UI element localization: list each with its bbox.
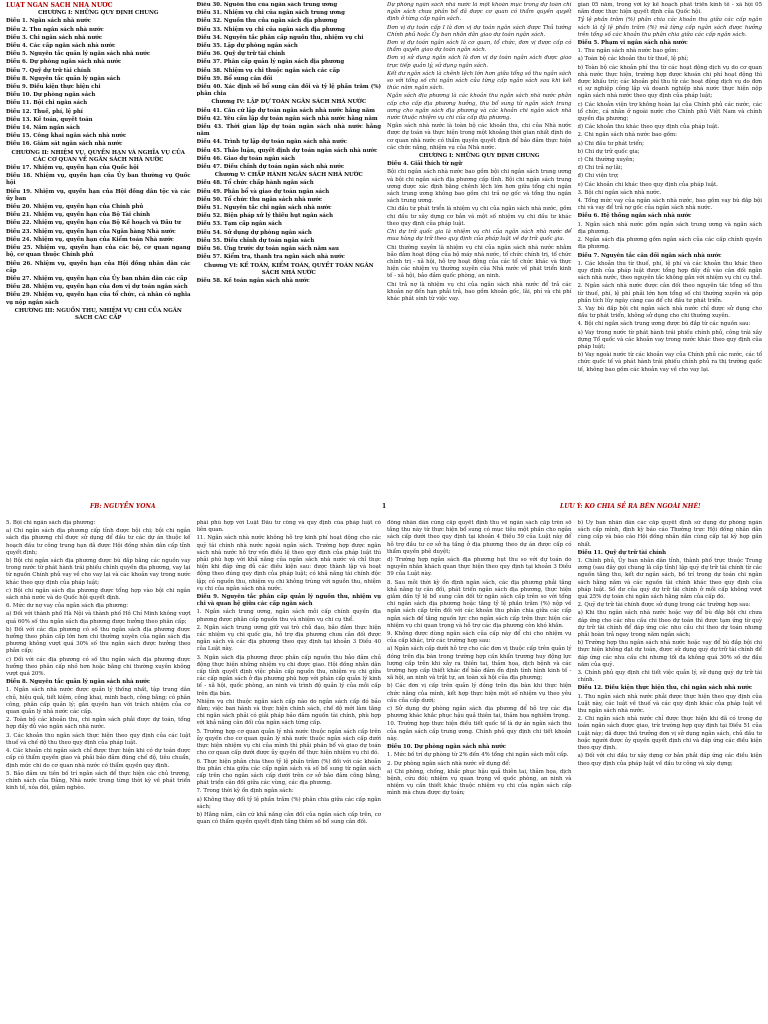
paragraph: Điều 2. Thu ngân sách nhà nước	[6, 26, 104, 33]
paragraph: Điều 35. Lập dự phòng ngân sách	[196, 43, 298, 50]
paragraph: c) Bội chi ngân sách địa phương được tổng hợp vào bội chi ngân sách nhà nước và do Quốc hội quyết định.	[6, 587, 191, 602]
paragraph: 5. Trường hợp cơ quan quản lý nhà nước thuộc ngân sách cấp trên ủy quyền cho cơ quan quản lý nhà nước thuộc ngân sách cấp dưới thực hiện nhiệm vụ chi của mình thì phải phân bổ và giao dự toán cho cơ quan cấp dưới được ủy quyền để thực hiện nhiệm vụ chi đó.	[196, 728, 381, 757]
paragraph: 4. Bội chi ngân sách trung ương được bù đắp từ các nguồn sau:	[577, 321, 751, 328]
footer-page-number: 1	[382, 503, 387, 510]
paragraph: 1. Mức bố trí dự phòng từ 2% đến 4% tổng chi ngân sách mỗi cấp.	[387, 752, 569, 759]
paragraph: Điều 5. Phạm vi ngân sách nhà nước	[577, 40, 688, 47]
paragraph: b) Vay ngoài nước từ các khoản vay của Chính phủ các nước, các tổ chức quốc tế và phát hành trái phiếu chính phủ ra thị trường quốc tế, không bao gồm các khoản vay về cho vay lại.	[577, 352, 762, 373]
paragraph: Điều 25. Nhiệm vụ, quyền hạn của các bộ, cơ quan ngang bộ, cơ quan thuộc Chính phủ	[6, 245, 191, 259]
paragraph: phải phù hợp với Luật Đầu tư công và quy định của pháp luật có liên quan.	[196, 520, 381, 534]
paragraph: Chương V: CHẤP HÀNH NGÂN SÁCH NHÀ NƯỚC	[214, 172, 363, 179]
paragraph: Điều 16. Giám sát ngân sách nhà nước	[6, 141, 123, 148]
paragraph: Đơn vị dự toán cấp I là đơn vị dự toán ngân sách được Thủ tướng Chính phủ hoặc Ủy ban nhân dân giao dự toán ngân sách.	[387, 24, 572, 38]
paragraph: Điều 14. Năm ngân sách	[6, 125, 80, 132]
paragraph: Ngân sách nhà nước là toàn bộ các khoản thu, chi của Nhà nước được dự toán và thực hiện trong một khoảng thời gian nhất định do cơ quan nhà nước có thẩm quyền quyết định để bảo đảm thực hiện các chức năng, nhiệm vụ của Nhà nước.	[387, 123, 572, 151]
paragraph: a) Vay trong nước từ phát hành trái phiếu chính phủ, công trái xây dựng Tổ quốc và các khoản vay trong nước khác theo quy định của pháp luật;	[577, 329, 762, 350]
paragraph: b) Các đơn vị cấp trên quản lý đóng trên địa bàn khi thực hiện chức năng của mình, kết hợp thực hiện một số nhiệm vụ theo yêu cầu của cấp dưới;	[387, 683, 572, 704]
paragraph: Điều 1. Ngân sách nhà nước	[6, 18, 92, 25]
paragraph: Điều 26. Nhiệm vụ, quyền hạn của Hội đồng nhân dân các cấp	[6, 260, 191, 274]
paragraph: Kết dư ngân sách là chênh lệch lớn hơn giữa tổng số thu ngân sách so với tổng số chi ngân sách của từng cấp ngân sách sau khi kết thúc năm ngân sách.	[387, 70, 572, 92]
paragraph: Điều 33. Nhiệm vụ chi của ngân sách địa phương	[196, 26, 345, 33]
paragraph: 3. Vay bù đắp bội chi ngân sách nhà nước chỉ được sử dụng cho đầu tư phát triển, không sử dụng cho chi thường xuyên.	[577, 305, 762, 320]
paragraph: Điều 17. Nhiệm vụ, quyền hạn của Quốc hội	[6, 165, 139, 172]
paragraph: Điều 43. Thời gian lập dự toán ngân sách nhà nước hằng năm	[196, 124, 381, 138]
paragraph: Điều 12. Thuế, phí, lệ phí	[6, 108, 83, 115]
paragraph: e) Các khoản chi khác theo quy định của pháp luật.	[577, 181, 718, 188]
paragraph: a) Đối với chi đầu tư xây dựng cơ bản phải đáp ứng các điều kiện theo quy định của pháp luật về đầu tư công và xây dựng;	[577, 753, 762, 767]
paragraph: b) Chi dự trữ quốc gia;	[577, 148, 640, 155]
paragraph: CHƯƠNG I: NHỮNG QUY ĐỊNH CHUNG	[418, 153, 540, 160]
paragraph: LUẬT NGÂN SÁCH NHÀ NƯỚC	[6, 2, 113, 9]
paragraph: c) Sử dụng dự phòng ngân sách địa phương để hỗ trợ các địa phương khác khắc phục hậu quả thiên tai, thảm họa nghiêm trọng.	[387, 706, 572, 720]
paragraph: Điều 8. Nguyên tắc quản lý ngân sách nhà nước	[6, 679, 151, 686]
paragraph: Chi thường xuyên là nhiệm vụ chi của ngân sách nhà nước nhằm bảo đảm hoạt động của bộ máy nhà nước, tổ chức chính trị, tổ chức chính trị - xã hội, hỗ trợ hoạt động của các tổ chức khác và thực hiện các nhiệm vụ thường xuyên của Nhà nước về phát triển kinh tế - xã hội, bảo đảm quốc phòng, an ninh.	[387, 244, 572, 280]
paragraph: Điều 58. Kế toán ngân sách nhà nước	[196, 277, 310, 284]
paragraph: b) Toàn bộ các khoản phí thu từ các hoạt động dịch vụ do cơ quan nhà nước thực hiện, trường hợp được khoán chi phí hoạt động thì được khấu trừ; các khoản phí thu từ các hoạt động dịch vụ do đơn vị sự nghiệp công lập và doanh nghiệp nhà nước thực hiện nộp ngân sách nhà nước theo quy định của pháp luật;	[577, 64, 762, 100]
paragraph: Điều 4. Các cấp ngân sách nhà nước	[6, 43, 116, 50]
paragraph: 2. Dự phòng ngân sách nhà nước sử dụng để:	[387, 760, 511, 767]
paragraph: 3. Các khoản thu ngân sách thực hiện theo quy định của các luật thuế và chế độ thu theo quy định của pháp luật.	[6, 732, 191, 746]
paragraph: a) Khi thu ngân sách nhà nước hoặc vay để bù đắp bội chi chưa đáp ứng cho các nhu cầu chi theo dự toán thì được tạm ứng từ quỹ dự trữ tài chính để đáp ứng các nhu cầu chi theo dự toán nhưng phải hoàn trả ngay trong năm ngân sách;	[577, 610, 762, 639]
paragraph: 10. Trường hợp thực hiện điều tiết quốc tế là dự án ngân sách thu của ngân sách cấp trung ương. Chính phủ quy định chi tiết khoản này.	[387, 721, 572, 742]
paragraph: 2. Ngân sách nhà nước được cân đối theo nguyên tắc tổng số thu từ thuế, phí, lệ phí phải lớn hơn tổng số chi thường xuyên và góp phần tích lũy ngày càng cao để chi đầu tư phát triển.	[577, 283, 762, 304]
paragraph: Điều 28. Nhiệm vụ, quyền hạn của đơn vị dự toán ngân sách	[6, 284, 188, 291]
paragraph: Điều 22. Nhiệm vụ, quyền hạn của Bộ Kế hoạch và Đầu tư	[6, 220, 181, 227]
paragraph: Ngân sách địa phương là các khoản thu ngân sách nhà nước phân cấp cho cấp địa phương hưởng, thu bổ sung từ ngân sách trung ương cho ngân sách địa phương và các khoản chi ngân sách nhà nước thuộc nhiệm vụ chi của cấp địa phương.	[387, 93, 572, 122]
paragraph: 2. Chi ngân sách nhà nước chỉ được thực hiện khi đã có trong dự toán ngân sách được giao, trừ trường hợp quy định tại Điều 51 của Luật này; đã được thủ trưởng đơn vị sử dụng ngân sách, chủ đầu tư hoặc người được ủy quyền quyết định chi và đáp ứng các điều kiện theo quy định.	[577, 716, 762, 752]
paragraph: b) Bội chi ngân sách địa phương được bù đắp bằng các nguồn vay trong nước từ phát hành trái phiếu chính quyền địa phương, vay lại từ nguồn Chính phủ vay về cho vay lại và các khoản vay trong nước khác theo quy định của pháp luật;	[6, 558, 191, 586]
paragraph: 4. Các khoản chi ngân sách chỉ được thực hiện khi có dự toán được cấp có thẩm quyền giao và phải bảo đảm đúng chế độ, tiêu chuẩn, định mức chi do cơ quan nhà nước có thẩm quyền quy định.	[6, 748, 191, 769]
paragraph: Điều 7. Nguyên tắc cân đối ngân sách nhà nước	[577, 252, 722, 259]
paragraph: Điều 10. Dự phòng ngân sách	[6, 92, 96, 99]
paragraph: c) Chi thường xuyên;	[577, 157, 635, 164]
paragraph: Điều 4. Giải thích từ ngữ	[387, 161, 462, 168]
paragraph: b) Đối với các địa phương có số thu ngân sách địa phương được hưởng theo phân cấp lớn hơn chi thường xuyên của ngân sách địa phương không vượt quá 30% số thu ngân sách được hưởng theo phân cấp;	[6, 626, 191, 655]
paragraph: Chương VI: KẾ TOÁN, KIỂM TOÁN, QUYẾT TOÁN NGÂN SÁCH NHÀ NƯỚC	[203, 262, 374, 276]
paragraph: Điều 7. Quỹ dự trữ tài chính	[6, 67, 91, 74]
paragraph: Điều 57. Kiểm tra, thanh tra ngân sách nhà nước	[196, 254, 345, 261]
paragraph: CHƯƠNG I: NHỮNG QUY ĐỊNH CHUNG	[37, 10, 159, 17]
paragraph: Điều 32. Nguồn thu của ngân sách địa phương	[196, 18, 338, 25]
paragraph: c) Các khoản viện trợ không hoàn lại của Chính phủ các nước, các tổ chức, cá nhân ở ngoài nước cho Chính phủ Việt Nam và chính quyền địa phương;	[577, 101, 762, 123]
paragraph: Điều 45. Thảo luận, quyết định dự toán ngân sách nhà nước	[196, 147, 378, 154]
paragraph: 2. Quỹ dự trữ tài chính được sử dụng trong các trường hợp sau:	[577, 602, 751, 609]
paragraph: Điều 15. Công khai ngân sách nhà nước	[6, 133, 127, 140]
paragraph: Đơn vị dự toán ngân sách là cơ quan, tổ chức, đơn vị được cấp có thẩm quyền giao dự toán ngân sách.	[387, 40, 572, 54]
bottom-half	[6, 520, 762, 1020]
paragraph: Điều 36. Quỹ dự trữ tài chính	[196, 51, 286, 58]
paragraph: 1. Ngân sách trung ương, ngân sách mỗi cấp chính quyền địa phương được phân cấp nguồn thu và nhiệm vụ chi cụ thể.	[196, 609, 381, 623]
paragraph: b) Hằng năm, căn cứ khả năng cân đối của ngân sách cấp trên, cơ quan có thẩm quyền quyết định tăng thêm số bổ sung cân đối.	[196, 811, 381, 826]
paragraph: Đơn vị sử dụng ngân sách là đơn vị dự toán ngân sách được giao trực tiếp quản lý, sử dụng ngân sách.	[387, 55, 572, 69]
paragraph: Điều 47. Điều chỉnh dự toán ngân sách nhà nước	[196, 164, 345, 171]
paragraph: a) Ngân sách cấp dưới hỗ trợ cho các đơn vị thuộc cấp trên quản lý đóng trên địa bàn trong trường hợp cần khẩn trương huy động lực lượng cấp trên khi xảy ra thiên tai, thảm họa, dịch bệnh và các trường hợp cấp thiết khác để bảo đảm ổn định tình hình kinh tế - xã hội, an ninh và trật tự, an toàn xã hội của địa phương;	[387, 646, 572, 682]
paragraph: gian 05 năm, trong với kỳ kế hoạch phát triển kinh tế - xã hội 05 năm được thực hiện quyết định của Quốc hội.	[577, 2, 762, 16]
paragraph: Điều 29. Nhiệm vụ, quyền hạn của tổ chức, cá nhân có nghĩa vụ nộp ngân sách	[6, 292, 191, 306]
paragraph: 8. Sau mỗi thời kỳ ổn định ngân sách, các địa phương phải tăng khả năng tự cân đối, phát triển ngân sách địa phương, thực hiện giảm dần tỷ lệ bổ sung cân đối từ ngân sách cấp trên so với tổng chi ngân sách địa phương hoặc tăng tỷ lệ phần trăm (%) nộp về ngân sách cấp trên đối với các khoản thu phân chia giữa các cấp ngân sách để tăng nguồn lực cho ngân sách cấp trên thực hiện các nhiệm vụ chi quan trọng và hỗ trợ các địa phương còn khó khăn.	[387, 579, 572, 629]
paragraph: Điều 31. Nhiệm vụ chi của ngân sách trung ương	[196, 10, 345, 17]
top-column-4	[578, 2, 763, 502]
bottom-column-2	[197, 520, 382, 1020]
paragraph: Điều 9. Điều kiện thực hiện chi	[6, 84, 101, 91]
paragraph: a) Chi ngân sách địa phương cấp tỉnh được bội chi; bội chi ngân sách địa phương chỉ được sử dụng để đầu tư các dự án thuộc kế hoạch đầu tư công trung hạn đã được Hội đồng nhân dân cấp tỉnh quyết định;	[6, 528, 191, 556]
paragraph: Điều 42. Yêu cầu lập dự toán ngân sách nhà nước hằng năm	[196, 115, 378, 122]
paragraph: 2. Toàn bộ các khoản thu, chi ngân sách phải được dự toán, tổng hợp đầy đủ vào ngân sách nhà nước.	[6, 717, 191, 731]
paragraph: a) Chi phòng, chống, khắc phục hậu quả thiên tai, thảm họa, dịch bệnh, cứu đói; nhiệm vụ quan trọng về quốc phòng, an ninh và nhiệm vụ cần thiết khác thuộc nhiệm vụ chi của ngân sách cấp mình mà chưa được dự toán;	[387, 768, 572, 797]
paragraph: Điều 55. Điều chỉnh dự toán ngân sách	[196, 237, 315, 244]
paragraph: Điều 10. Dự phòng ngân sách nhà nước	[387, 744, 507, 751]
paragraph: Điều 44. Trình tự lập dự toán ngân sách nhà nước	[196, 139, 347, 146]
footer-note: LƯU Ý: KO CHIA SẺ RA BÊN NGOÀI NHÉ!	[560, 503, 701, 510]
paragraph: 4. Tổng mức vay của ngân sách nhà nước, bao gồm vay bù đắp bội chi và vay để trả nợ gốc của ngân sách nhà nước.	[577, 198, 762, 212]
paragraph: Điều 50. Tổ chức thu ngân sách nhà nước	[196, 196, 323, 203]
paragraph: Điều 11. Quỹ dự trữ tài chính	[577, 549, 667, 556]
paragraph: Điều 30. Nguồn thu của ngân sách trung ương	[196, 2, 338, 8]
paragraph: đồng nhân dân cùng cấp quyết định thu về ngân sách cấp trên số tăng thu này từ thực hiện bổ sung có mục tiêu một phần cho ngân sách cấp dưới theo quy định tại khoản 4 Điều 59 của Luật này để hỗ trợ đầu tư cơ sở hạ tầng ở địa phương theo dự án được cấp có thẩm quyền phê duyệt;	[387, 520, 572, 555]
top-column-3	[387, 2, 572, 502]
paragraph: a) Toàn bộ các khoản thu từ thuế, lệ phí;	[577, 56, 689, 63]
paragraph: Chi đầu tư phát triển là nhiệm vụ chi của ngân sách nhà nước, gồm chi đầu tư xây dựng cơ bản và một số nhiệm vụ chi đầu tư khác theo quy định của pháp luật.	[387, 206, 572, 227]
paragraph: CHƯƠNG II: NHIỆM VỤ, QUYỀN HẠN VÀ NGHĨA VỤ CỦA CÁC CƠ QUAN VỀ NGÂN SÁCH NHÀ NƯỚC	[11, 149, 185, 163]
paragraph: Điều 41. Căn cứ lập dự toán ngân sách nhà nước hằng năm	[196, 107, 376, 114]
paragraph: đ) Chi viện trợ;	[577, 173, 619, 180]
top-half	[6, 2, 762, 502]
paragraph: 5. Bội chi ngân sách địa phương:	[6, 520, 96, 526]
paragraph: Chi trả nợ là nhiệm vụ chi của ngân sách nhà nước để trả các khoản nợ đến hạn phải trả, bao gồm khoản gốc, lãi, phí và chi phí khác phát sinh từ việc vay.	[387, 281, 572, 302]
paragraph: c) Đối với các địa phương có số thu ngân sách địa phương được hưởng theo phân cấp nhỏ hơn hoặc bằng chi thường xuyên không vượt quá 20%.	[6, 656, 191, 678]
bottom-column-3	[387, 520, 572, 1020]
bottom-column-1	[6, 520, 191, 1020]
paragraph: Điều 9. Nguyên tắc phân cấp quản lý nguồn thu, nhiệm vụ chi và quan hệ giữa các cấp ngân sách	[196, 594, 381, 608]
paragraph: d) Chi trả nợ lãi;	[577, 165, 623, 172]
paragraph: Điều 11. Bội chi ngân sách	[6, 100, 88, 107]
paragraph: Nhiệm vụ chi thuộc ngân sách cấp nào do ngân sách cấp đó bảo đảm; việc ban hành và thực hiện chính sách, chế độ mới làm tăng chi ngân sách phải có giải pháp bảo đảm nguồn tài chính, phù hợp với khả năng cân đối của ngân sách từng cấp.	[196, 698, 381, 727]
paragraph: Điều 3. Chi ngân sách nhà nước	[6, 34, 103, 41]
paragraph: 11. Ngân sách nhà nước không hỗ trợ kinh phí hoạt động cho các quỹ tài chính nhà nước ngoài ngân sách. Trường hợp được ngân sách nhà nước hỗ trợ vốn điều lệ theo quy định của pháp luật thì phải phù hợp với khả năng của ngân sách nhà nước và chỉ thực hiện khi đáp ứng đủ các điều kiện sau: được thành lập và hoạt động theo đúng quy định của pháp luật; có khả năng tài chính độc lập; có nguồn thu, nhiệm vụ chi không trùng với nguồn thu, nhiệm vụ chi của ngân sách nhà nước.	[196, 535, 381, 592]
paragraph: Điều 56. Ứng trước dự toán ngân sách năm sau	[196, 246, 339, 253]
paragraph: a) Chi đầu tư phát triển;	[577, 140, 644, 147]
paragraph: Điều 54. Sử dụng dự phòng ngân sách	[196, 229, 312, 236]
paragraph: Điều 46. Giao dự toán ngân sách	[196, 155, 296, 162]
paragraph: Điều 5. Nguyên tắc quản lý ngân sách nhà nước	[6, 51, 151, 58]
paragraph: 1. Chính phủ, Ủy ban nhân dân tỉnh, thành phố trực thuộc Trung ương (sau đây gọi chung là cấp tỉnh) lập quỹ dự trữ tài chính từ các nguồn tăng thu, kết dư ngân sách, bố trí trong dự toán chi ngân sách hằng năm và các nguồn tài chính khác theo quy định của pháp luật. Số dư của quỹ dự trữ tài chính ở mỗi cấp không vượt quá 25% dự toán chi ngân sách hằng năm của cấp đó.	[577, 558, 762, 601]
paragraph: Chi dự trữ quốc gia là nhiệm vụ chi của ngân sách nhà nước để mua hàng dự trữ theo quy định của pháp luật về dự trữ quốc gia.	[387, 229, 572, 243]
paragraph: Điều 23. Nhiệm vụ, quyền hạn của Ngân hàng Nhà nước	[6, 228, 176, 235]
paragraph: Điều 51. Nguyên tắc chi ngân sách nhà nước	[196, 205, 332, 212]
paragraph: Điều 52. Biện pháp xử lý thiếu hụt ngân sách	[196, 213, 334, 220]
paragraph: b) Trường hợp thu ngân sách nhà nước hoặc vay để bù đắp bội chi thực hiện không đạt dự toán, được sử dụng quỹ dự trữ tài chính để đáp ứng các nhu cầu chi nhưng tối đa không quá 30% số dư đầu năm của quỹ.	[577, 640, 762, 668]
paragraph: Tỷ lệ phần trăm (%) phân chia các khoản thu giữa các cấp ngân sách là tỷ lệ phần trăm (%) mà từng cấp ngân sách được hưởng trên tổng số các khoản thu phân chia giữa các cấp ngân sách.	[577, 17, 762, 38]
paragraph: b) Ủy ban nhân dân các cấp quyết định sử dụng dự phòng ngân sách cấp mình, định kỳ báo cáo Thường trực Hội đồng nhân dân cùng cấp và báo cáo Hội đồng nhân dân cùng cấp tại kỳ họp gần nhất.	[577, 520, 762, 548]
paragraph: 3. Bội chi ngân sách nhà nước.	[577, 189, 662, 196]
paragraph: Điều 37. Phân cấp quản lý ngân sách địa phương	[196, 59, 345, 66]
paragraph: Điều 13. Kế toán, quyết toán	[6, 116, 93, 123]
paragraph: Điều 48. Tổ chức chấp hành ngân sách	[196, 180, 314, 187]
paragraph: CHƯƠNG III: NGUỒN THU, NHIỆM VỤ CHI CỦA NGÂN SÁCH CÁC CẤP	[14, 307, 182, 321]
paragraph: Điều 27. Nhiệm vụ, quyền hạn của Ủy ban nhân dân các cấp	[6, 275, 188, 282]
paragraph: 6. Thực hiện phân chia theo tỷ lệ phần trăm (%) đối với các khoản thu phân chia giữa các cấp ngân sách và số bổ sung từ ngân sách cấp trên cho ngân sách cấp dưới trên cơ sở bảo đảm công bằng, phát triển cân đối giữa các vùng, các địa phương.	[196, 758, 381, 787]
paragraph: Điều 53. Tạm cấp ngân sách	[196, 221, 282, 228]
paragraph: 9. Không được dùng ngân sách của cấp này để chi cho nhiệm vụ của cấp khác, trừ các trường hợp sau:	[387, 631, 572, 645]
paragraph: 1. Các khoản thu từ thuế, phí, lệ phí và các khoản thu khác theo quy định của pháp luật được tổng hợp đầy đủ vào cân đối ngân sách nhà nước, theo nguyên tắc không gắn với nhiệm vụ chi cụ thể.	[577, 260, 762, 282]
paragraph: d) Các khoản thu khác theo quy định của pháp luật.	[577, 124, 720, 131]
paragraph: 2. Chi ngân sách nhà nước bao gồm:	[577, 132, 677, 139]
paragraph: 3. Chính phủ quy định chi tiết việc quản lý, sử dụng quỹ dự trữ tài chính.	[577, 670, 762, 684]
paragraph: Chương IV: LẬP DỰ TOÁN NGÂN SÁCH NHÀ NƯỚC	[211, 99, 367, 106]
paragraph: 7. Trong thời kỳ ổn định ngân sách:	[196, 788, 294, 795]
page-footer	[0, 503, 768, 517]
paragraph: Điều 12. Điều kiện thực hiện thu, chi ngân sách nhà nước	[577, 685, 753, 692]
paragraph: Điều 39. Bổ sung cân đối	[196, 75, 273, 82]
paragraph: Điều 6. Dự phòng ngân sách nhà nước	[6, 59, 122, 66]
paragraph: 1. Ngân sách nhà nước được quản lý thống nhất, tập trung dân chủ, hiệu quả, tiết kiệm, công khai, minh bạch, công bằng; có phân công, phân cấp quản lý; gắn quyền hạn với trách nhiệm của cơ quan quản lý nhà nước các cấp.	[6, 687, 191, 716]
paragraph: Điều 18. Nhiệm vụ, quyền hạn của Ủy ban thường vụ Quốc hội	[6, 173, 191, 187]
paragraph: 1. Thu ngân sách nhà nước phải được thực hiện theo quy định của Luật này, các luật về thuế và các quy định khác của pháp luật về thu ngân sách nhà nước.	[577, 693, 762, 715]
paragraph: Điều 21. Nhiệm vụ, quyền hạn của Bộ Tài chính	[6, 212, 151, 219]
paragraph: 2. Ngân sách địa phương gồm ngân sách của các cấp chính quyền địa phương.	[577, 237, 762, 251]
top-column-2	[197, 2, 382, 502]
paragraph: Điều 20. Nhiệm vụ, quyền hạn của Chính phủ	[6, 204, 144, 211]
paragraph: Điều 34. Nguyên tắc phân cấp nguồn thu, nhiệm vụ chi	[196, 34, 364, 41]
paragraph: 6. Mức dư nợ vay của ngân sách địa phương:	[6, 603, 129, 610]
paragraph: a) Không thay đổi tỷ lệ phần trăm (%) phân chia giữa các cấp ngân sách;	[196, 796, 381, 810]
paragraph: 5. Bảo đảm ưu tiên bố trí ngân sách để thực hiện các chủ trương, chính sách của Đảng, Nhà nước trong từng thời kỳ về phát triển kinh tế, xóa đói, giảm nghèo.	[6, 770, 191, 792]
paragraph: Dự phòng ngân sách nhà nước là một khoản mục trong dự toán chi ngân sách chưa phân bổ đã được cơ quan có thẩm quyền quyết định ở từng cấp ngân sách.	[387, 2, 572, 23]
paragraph: d) Trường hợp ngân sách địa phương hụt thu so với dự toán do nguyên nhân khách quan thực hiện theo quy định tại khoản 3 Điều 59 của Luật này.	[387, 557, 572, 578]
paragraph: Điều 6. Hệ thống ngân sách nhà nước	[577, 213, 692, 220]
paragraph: 1. Thu ngân sách nhà nước bao gồm:	[577, 48, 679, 55]
paragraph: Điều 38. Nhiệm vụ chi thuộc ngân sách các cấp	[196, 67, 340, 74]
bottom-column-4	[578, 520, 763, 1020]
paragraph: a) Đối với thành phố Hà Nội và thành phố Hồ Chí Minh không vượt quá 60% số thu ngân sách địa phương được hưởng theo phân cấp;	[6, 611, 191, 625]
paragraph: 3. Ngân sách địa phương được phân cấp nguồn thu bảo đảm chủ động thực hiện những nhiệm vụ chi được giao. Hội đồng nhân dân cấp tỉnh quyết định việc phân cấp nguồn thu, nhiệm vụ chi giữa các cấp ngân sách ở địa phương phù hợp với phân cấp quản lý kinh tế - xã hội, quốc phòng, an ninh và trình độ quản lý của mỗi cấp trên địa bàn.	[196, 654, 381, 697]
paragraph: Điều 19. Nhiệm vụ, quyền hạn của Hội đồng dân tộc và các ủy ban	[6, 188, 191, 202]
paragraph: 2. Ngân sách trung ương giữ vai trò chủ đạo, bảo đảm thực hiện các nhiệm vụ chi quốc gia, hỗ trợ địa phương chưa cân đối được ngân sách và các địa phương theo quy định tại khoản 3 Điều 40 của Luật này.	[196, 624, 381, 653]
paragraph: Điều 49. Phân bổ và giao dự toán ngân sách	[196, 188, 330, 195]
paragraph: Bội chi ngân sách nhà nước bao gồm bội chi ngân sách trung ương và bội chi ngân sách địa phương cấp tỉnh. Bội chi ngân sách trung ương được xác định bằng chênh lệch lớn hơn giữa tổng chi ngân sách trung ương không bao gồm chi trả nợ gốc và tổng thu ngân sách trung ương.	[387, 169, 572, 205]
footer-author: FB: NGUYỄN YONA	[90, 503, 156, 510]
top-column-1	[6, 2, 191, 502]
paragraph: 1. Ngân sách nhà nước gồm ngân sách trung ương và ngân sách địa phương.	[577, 221, 762, 235]
paragraph: Điều 24. Nhiệm vụ, quyền hạn của Kiểm toán Nhà nước	[6, 236, 174, 243]
paragraph: Điều 40. Xác định số bổ sung cân đối và tỷ lệ phần trăm (%) phân chia	[196, 84, 381, 98]
paragraph: Điều 8. Nguyên tắc quản lý ngân sách	[6, 75, 121, 82]
